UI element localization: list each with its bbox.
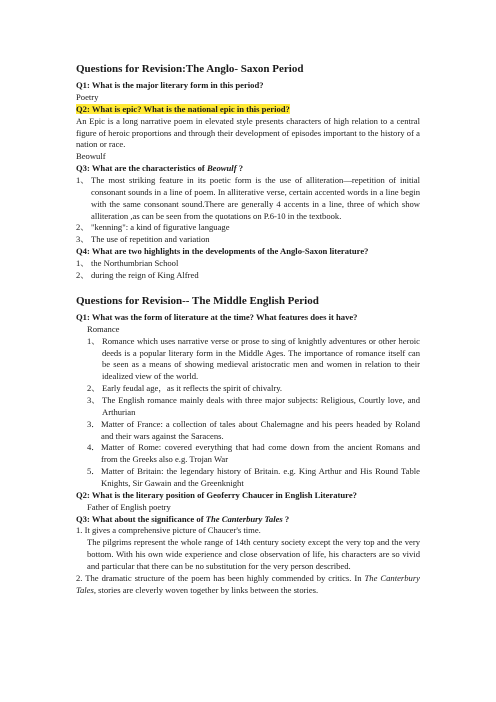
romance-list: [76, 336, 420, 419]
list-text: Early feudal age，as it reflects the spirit of chivalry.: [102, 383, 283, 394]
list-text: Romance which uses narrative verse or prose to sing of knightly adventures or other heroic deeds is a popular literary form in the Middle Ages. The importance of romance itself can be seen as a means of showing medieval aristocratic men and women in relation to their idealized view of the world.: [102, 335, 420, 382]
romance-sublist: [76, 419, 420, 490]
list-text: The use of repetition and variation: [91, 234, 210, 245]
list-text: Matter of Rome: covered everything that had come down from the ancient Romans and from the Greeks also e.g. Trojan War: [101, 442, 420, 465]
list-item: [87, 383, 420, 395]
question-1: Q1: What is the major literary form in this period?: [76, 80, 264, 91]
question-1-middle: Q1: What was the form of literature at the time? What features does it have?: [76, 311, 358, 322]
list-text: during the reign of King Alfred: [91, 269, 199, 280]
question-3-middle: [76, 514, 420, 526]
question-2-middle: Q2: What is the literary position of Geoferry Chaucer in English Literature?: [76, 489, 357, 500]
answer-2-epic: Beowulf: [76, 151, 106, 162]
question-3-end: ?: [236, 163, 244, 174]
question-3-title: Beowulf: [206, 163, 237, 174]
list-number: 3．: [87, 418, 100, 429]
answer-3-point-1: 1. It gives a comprehensive picture of Chaucer's time.: [76, 525, 261, 536]
question-3-text: Q3: What are the characteristics of: [76, 163, 207, 174]
list-number: 4．: [87, 442, 100, 453]
list-number: 2、: [76, 222, 89, 233]
list-item: [76, 270, 420, 282]
question-2: [76, 104, 420, 116]
list-number: 5．: [87, 466, 100, 477]
answer-3-point-2: [76, 573, 420, 597]
answer-3-point-1-detail: The pilgrims represent the whole range of 14th century society except the very top and the very bottom. With his own wide experience and close observation of life, his characters are so vivid and particular that there can be no substitution for the very person described.: [87, 537, 420, 571]
list-number: 3、: [76, 234, 89, 245]
document-body: [76, 62, 420, 597]
answer-1-middle: Romance: [87, 323, 120, 334]
section-title-anglo-saxon: Questions for Revision:The Anglo- Saxon Period: [76, 63, 304, 75]
answer-2-definition: An Epic is a long narrative poem in elevated style presents characters of high relation to a central figure of heroic proportions and through their development of episodes important to the history of a nation or race.: [76, 115, 420, 150]
list-number: 1、: [76, 258, 89, 269]
list-number: 1、: [87, 335, 100, 346]
list-item: [76, 175, 420, 222]
answer-3-point-2-text: 2. The dramatic structure of the poem has been highly commended by critics. In: [76, 572, 365, 583]
list-number: 3、: [87, 394, 100, 405]
answer-2-middle: Father of English poetry: [87, 501, 171, 512]
list-text: Matter of France: a collection of tales about Chalemagne and his peers headed by Roland and their wars against the Saracens.: [101, 418, 420, 441]
list-text: The English romance mainly deals with three major subjects: Religious, Courtly love, and Arthurian: [102, 394, 420, 417]
list-item: [76, 222, 420, 234]
list-number: 1、: [76, 175, 89, 186]
list-item: [87, 466, 420, 490]
question-3-middle-text: Q3: What about the significance of: [76, 513, 206, 524]
list-item: [87, 395, 420, 419]
answer-1: Poetry: [76, 92, 99, 103]
list-number: 2、: [76, 269, 89, 280]
question-3-middle-title: The Canterbury Tales: [205, 513, 283, 524]
list-text: The most striking feature in its poetic form is the use of alliteration—repetition of initial consonant sounds in a line of poem. In alliterative verse, certain accented words in a line begin with the same consonant sound.There are generally 4 accents in a line, three of which show alliteration ,as can be seen from the quotations on P.6-10 in the textbook.: [91, 175, 420, 221]
question-3-middle-end: ?: [282, 513, 290, 524]
list-number: 2、: [87, 383, 100, 394]
question-4: Q4: What are two highlights in the developments of the Anglo-Saxon literature?: [76, 246, 369, 257]
answer-3-point-2-title: The Canterbury Tales: [76, 572, 420, 595]
list-item: [87, 336, 420, 383]
list-item: [76, 258, 420, 270]
list-item: [87, 442, 420, 466]
list-item: [76, 234, 420, 246]
highlighted-question-2: Q2: What is epic? What is the national epic in this period?: [76, 103, 290, 114]
list-item: [87, 419, 420, 443]
q4-list: [76, 258, 420, 282]
answer-3-point-2-end: , stories are cleverly woven together by links between the stories.: [93, 584, 319, 595]
q3-list: [76, 175, 420, 246]
list-text: Matter of Britain: the legendary history of Britain. e.g. King Arthur and His Round Table Knights, Sir Gawain and the Greenknight: [101, 466, 420, 488]
question-3: [76, 163, 420, 175]
list-text: the Northumbrian School: [91, 258, 179, 269]
list-text: "kenning": a kind of figurative language: [91, 222, 230, 233]
section-title-middle-english: Questions for Revision-- The Middle English Period: [76, 294, 319, 307]
